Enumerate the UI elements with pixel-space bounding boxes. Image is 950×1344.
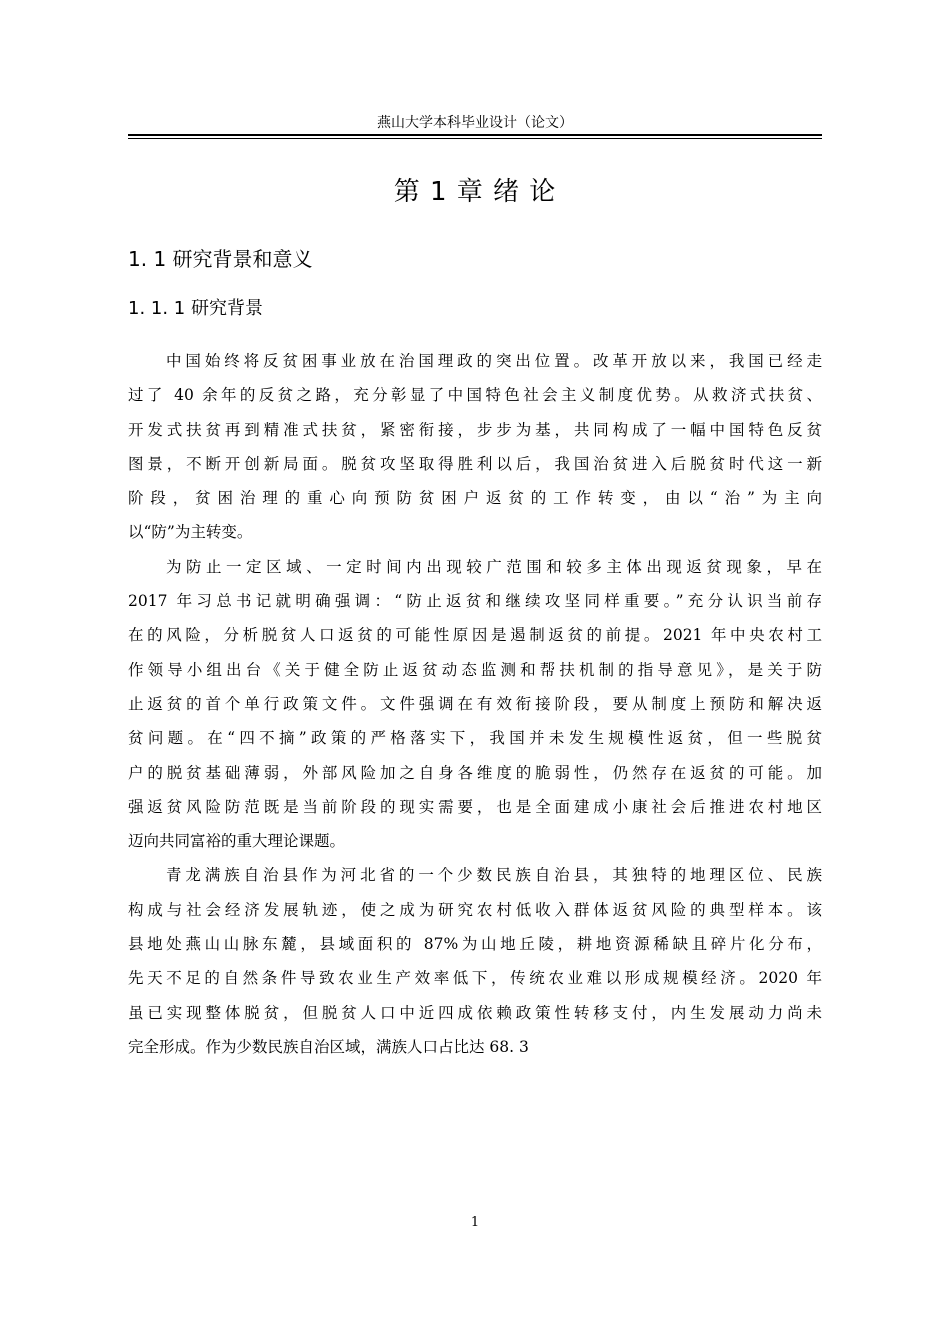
paragraph-2-line-1: 为防止一定区域、一定时间内出现较广范围和较多主体出现返贫现象，早在 — [166, 557, 822, 576]
subsection-title: 1. 1. 1 研究背景 — [128, 298, 263, 319]
paragraph-1-line-6: 以“防”为主转变。 — [128, 523, 253, 542]
paragraph-2-line-3: 在的风险，分析脱贫人口返贫的可能性原因是遏制返贫的前提。2021 年中央农村工 — [128, 626, 822, 645]
body-text — [128, 344, 822, 1064]
header-rule-thin — [128, 138, 822, 139]
paragraph-3-line-4: 先天不足的自然条件导致农业生产效率低下，传统农业难以形成规模经济。2020 年 — [128, 969, 822, 988]
paragraph-2-line-4: 作领导小组出台《关于健全防止返贫动态监测和帮扶机制的指导意见》，是关于防 — [128, 660, 822, 679]
section-title: 1. 1 研究背景和意义 — [128, 247, 313, 271]
paragraph-3-line-2: 构成与社会经济发展轨迹，使之成为研究农村低收入群体返贫风险的典型样本。该 — [128, 900, 822, 919]
paragraph-1-line-2: 过了 40 余年的反贫之路，充分彰显了中国特色社会主义制度优势。从救济式扶贫、 — [128, 386, 822, 405]
paragraph-1-line-4: 图景，不断开创新局面。脱贫攻坚取得胜利以后，我国治贫进入后脱贫时代这一新 — [128, 454, 822, 473]
paragraph-3-line-6: 完全形成。作为少数民族自治区域，满族人口占比达 68. 3 — [128, 1037, 529, 1056]
header-rule-thick — [128, 134, 822, 136]
paragraph-3-line-5: 虽已实现整体脱贫，但脱贫人口中近四成依赖政策性转移支付，内生发展动力尚未 — [128, 1003, 822, 1022]
paragraph-2-line-8: 强返贫风险防范既是当前阶段的现实需要，也是全面建成小康社会后推进农村地区 — [128, 797, 822, 816]
paragraph-3-line-1: 青龙满族自治县作为河北省的一个少数民族自治县，其独特的地理区位、民族 — [166, 866, 822, 885]
page-number: 1 — [470, 1215, 480, 1230]
paragraph-2-line-5: 止返贫的首个单行政策文件。文件强调在有效衔接阶段，要从制度上预防和解决返 — [128, 694, 822, 713]
paragraph-3-line-3: 县地处燕山山脉东麓，县域面积的 87%为山地丘陵，耕地资源稀缺且碎片化分布， — [128, 935, 822, 954]
paragraph-1-line-3: 开发式扶贫再到精准式扶贫，紧密衔接，步步为基，共同构成了一幅中国特色反贫 — [128, 420, 822, 439]
paragraph-2-line-7: 户的脱贫基础薄弱，外部风险加之自身各维度的脆弱性，仍然存在返贫的可能。加 — [128, 763, 822, 782]
paragraph-2-line-9: 迈向共同富裕的重大理论课题。 — [128, 832, 346, 851]
paragraph-1-line-5: 阶段，贫困治理的重心向预防贫困户返贫的工作转变，由以“治”为主向 — [128, 489, 822, 508]
paragraph-2-line-6: 贫问题。在“四不摘”政策的严格落实下，我国并未发生规模性返贫，但一些脱贫 — [128, 729, 822, 748]
running-header: 燕山大学本科毕业设计（论文） — [377, 115, 573, 131]
paragraph-2-line-2: 2017 年习总书记就明确强调：“防止返贫和继续攻坚同样重要。”充分认识当前存 — [128, 592, 822, 611]
paragraph-1-line-1: 中国始终将反贫困事业放在治国理政的突出位置。改革开放以来，我国已经走 — [166, 352, 822, 370]
chapter-title: 第 1 章 绪 论 — [393, 177, 557, 207]
